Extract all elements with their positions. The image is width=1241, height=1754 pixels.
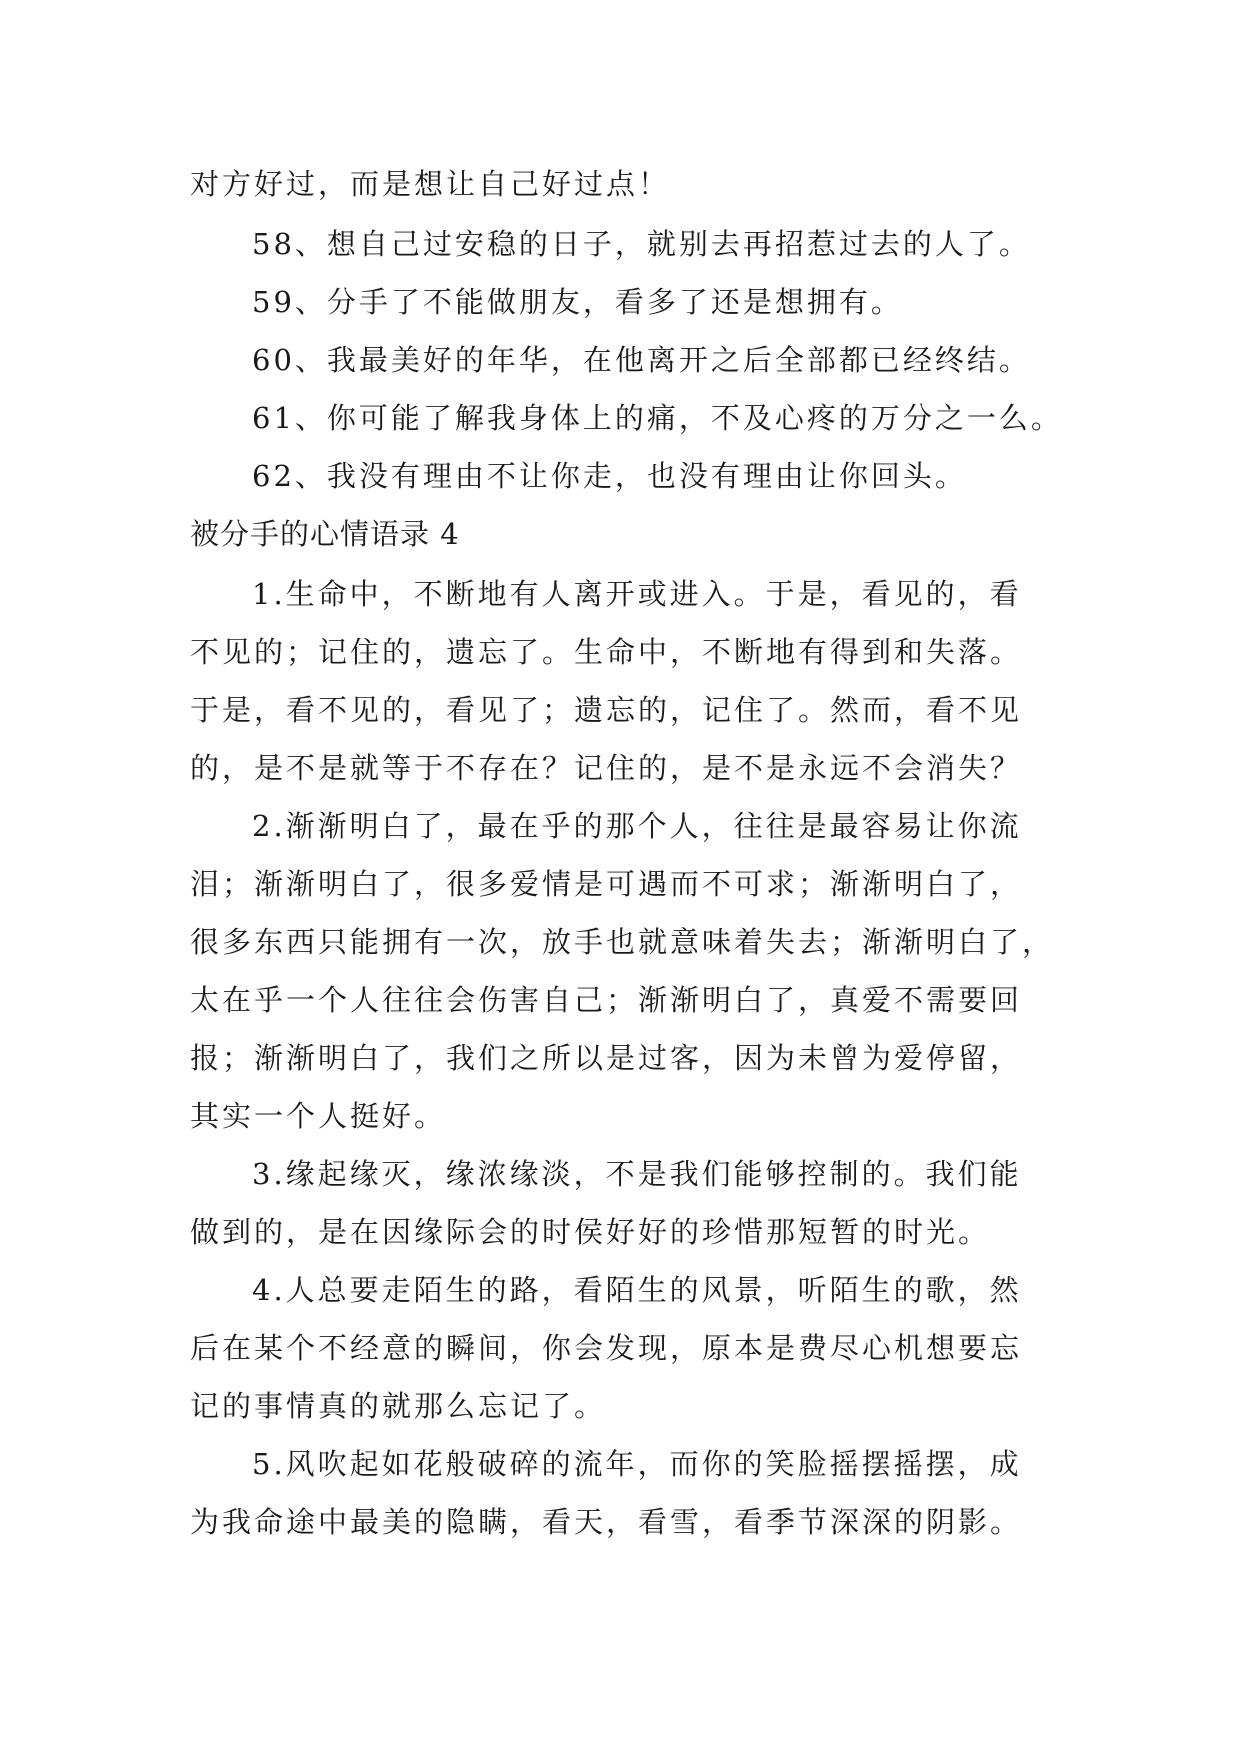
paragraph-2-line-3: 很多东西只能拥有一次，放手也就意味着失去；渐渐明白了， — [190, 925, 1055, 959]
paragraph-5-line-1: 5.风吹起如花般破碎的流年，而你的笑脸摇摆摇摆，成 — [252, 1447, 1022, 1481]
continuation-line: 对方好过，而是想让自己好过点！ — [190, 167, 671, 201]
paragraph-2-line-6: 其实一个人挺好。 — [190, 1099, 447, 1133]
paragraph-1-line-4: 的，是不是就等于不存在？记住的，是不是永远不会消失？ — [190, 751, 1023, 785]
list-item-61: 61、你可能了解我身体上的痛，不及心疼的万分之一么。 — [252, 401, 1063, 435]
paragraph-2-line-5: 报；渐渐明白了，我们之所以是过客，因为未曾为爱停留， — [190, 1041, 1023, 1075]
list-item-62: 62、我没有理由不让你走，也没有理由让你回头。 — [252, 459, 967, 493]
paragraph-4-line-1: 4.人总要走陌生的路，看陌生的风景，听陌生的歌，然 — [252, 1273, 1022, 1307]
paragraph-3-line-1: 3.缘起缘灭，缘浓缘淡，不是我们能够控制的。我们能 — [252, 1157, 1022, 1191]
paragraph-5-line-2: 为我命途中最美的隐瞒，看天，看雪，看季节深深的阴影。 — [190, 1505, 1023, 1539]
paragraph-2-line-2: 泪；渐渐明白了，很多爱情是可遇而不可求；渐渐明白了， — [190, 867, 1023, 901]
list-item-58: 58、想自己过安稳的日子，就别去再招惹过去的人了。 — [252, 227, 1031, 261]
paragraph-4-line-2: 后在某个不经意的瞬间，你会发现，原本是费尽心机想要忘 — [190, 1331, 1023, 1365]
paragraph-3-line-2: 做到的，是在因缘际会的时侯好好的珍惜那短暂的时光。 — [190, 1215, 991, 1249]
paragraph-1-line-2: 不见的；记住的，遗忘了。生命中，不断地有得到和失落。 — [190, 635, 1023, 669]
paragraph-4-line-3: 记的事情真的就那么忘记了。 — [190, 1389, 607, 1423]
paragraph-1-line-3: 于是，看不见的，看见了；遗忘的，记住了。然而，看不见 — [190, 693, 1023, 727]
list-item-59: 59、分手了不能做朋友，看多了还是想拥有。 — [252, 285, 903, 319]
paragraph-2-line-4: 太在乎一个人往往会伤害自己；渐渐明白了，真爱不需要回 — [190, 983, 1023, 1017]
list-item-60: 60、我最美好的年华，在他离开之后全部都已经终结。 — [252, 343, 1031, 377]
paragraph-1-line-1: 1.生命中，不断地有人离开或进入。于是，看见的，看 — [252, 577, 1022, 611]
section-heading: 被分手的心情语录 4 — [190, 517, 460, 551]
paragraph-2-line-1: 2.渐渐明白了，最在乎的那个人，往往是最容易让你流 — [252, 809, 1022, 843]
